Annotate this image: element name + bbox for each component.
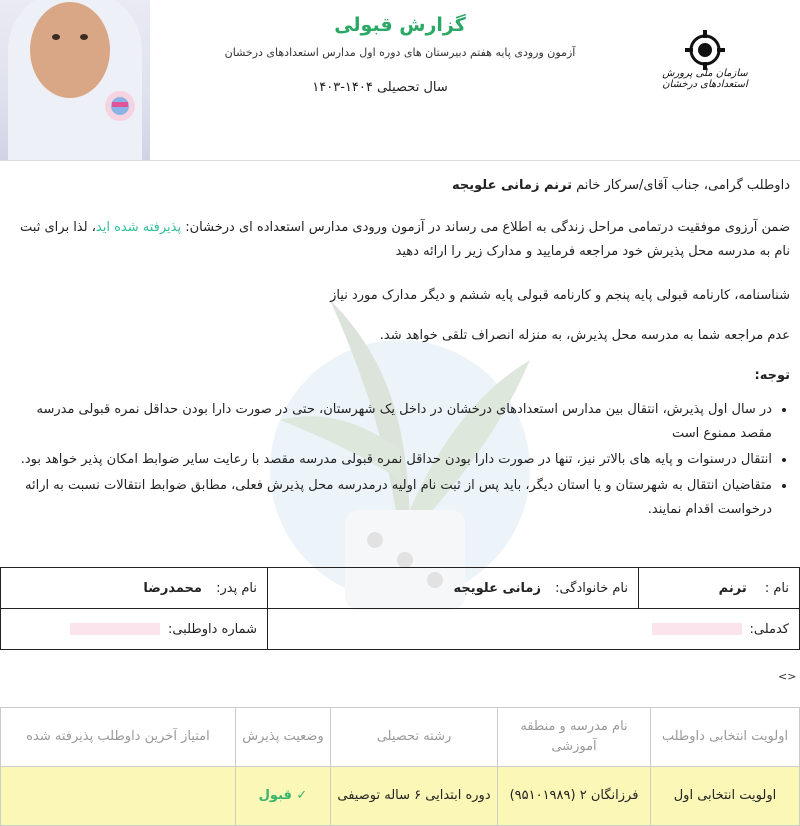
last-name-value: زمانی علویجه xyxy=(453,580,541,596)
note-item: • انتقال درسنوات و پایه های بالاتر نیز، تنها در صورت دارا بودن حداقل نمره قبولی مدرسه مقصد با رعایت سایر ضوابط امکان پذیر خواهد بود. xyxy=(12,448,772,472)
column-header: رشته تحصیلی xyxy=(331,708,498,767)
status-badge: ✓ قبول xyxy=(236,767,331,826)
letter-body xyxy=(0,170,800,550)
field-cell: دوره ابتدایی ۶ ساله توصیفی xyxy=(331,767,498,826)
expand-arrow[interactable]: <> xyxy=(778,670,797,683)
student-photo xyxy=(0,0,150,160)
notes-list xyxy=(12,398,790,524)
column-header: امتیاز آخرین داوطلب پذیرفته شده xyxy=(1,708,236,767)
note-title: توجه: xyxy=(754,368,790,383)
no-show-paragraph: عدم مراجعه شما به مدرسه محل پذیرش، به منزله انصراف تلقی خواهد شد. xyxy=(379,328,790,343)
documents-paragraph: شناسنامه، کارنامه قبولی پایه پنجم و کارنامه قبولی پایه ششم و دیگر مدارک مورد نیاز xyxy=(330,288,790,303)
table-row xyxy=(1,767,800,826)
column-header: اولویت انتخابی داوطلب xyxy=(651,708,800,767)
redacted-candidate-number xyxy=(70,623,160,635)
father-name-cell: نام پدر: محمدرضا xyxy=(1,568,268,609)
report-header xyxy=(0,0,800,161)
acceptance-paragraph: ضمن آرزوی موفقیت درتمامی مراحل زندگی به اطلاع می رساند در آزمون ورودی مدارس استعداده ای درخشان: پذیرفته شده اید، لذا برای ثبت نام به مدرسه محل پذیرش خود مراجعه فرمایید و مدارک زیر را ارائه دهید xyxy=(20,220,790,259)
priority-cell: اولویت انتخابی اول xyxy=(651,767,800,826)
father-name-value: محمدرضا xyxy=(143,580,202,596)
school-cell: فرزانگان ۲ (۹۵۱۰۱۹۸۹) xyxy=(498,767,651,826)
candidate-info-table xyxy=(0,567,800,650)
column-header: وضعیت پذیرش xyxy=(236,708,331,767)
candidate-name: ترنم زمانی علویجه xyxy=(451,178,572,193)
page-subtitle: آزمون ورودی پایه هفتم دبیرستان های دوره اول مدارس استعدادهای درخشان xyxy=(224,46,576,59)
candidate-number-cell: شماره داوطلبی: xyxy=(1,609,268,650)
national-id-cell: کدملی: xyxy=(268,609,800,650)
first-name-value: ترنم xyxy=(718,580,747,596)
column-header: نام مدرسه و منطقه آموزشی xyxy=(498,708,651,767)
greeting-line: داوطلب گرامی، جناب آقای/سرکار خانم ترنم زمانی علویجه xyxy=(451,178,790,193)
organization-name: سازمان ملی پرورش استعدادهای درخشان xyxy=(662,68,748,90)
table-header-row xyxy=(1,708,800,767)
choices-table xyxy=(0,707,800,826)
page-title: گزارش قبولی xyxy=(334,14,466,36)
last-name-cell: نام خانوادگی: زمانی علویجه xyxy=(268,568,639,609)
accepted-text: پذیرفته شده اید xyxy=(95,220,182,235)
redacted-national-id xyxy=(652,623,742,635)
note-item: • متقاضیان انتقال به شهرستان و یا استان دیگر، باید پس از ثبت نام اولیه درمدرسه محل پذیرش فعلی، مطابق ضوابط انتقالات نسبت به ارائه درخواست اقدام نمایند. xyxy=(12,474,772,522)
first-name-cell: نام : ترنم xyxy=(639,568,800,609)
note-item: • در سال اول پذیرش، انتقال بین مدارس استعدادهای درخشان در داخل یک شهرستان، حتی در صورت دارا بودن حداقل نمره قبولی مدرسه مقصد ممنوع است xyxy=(12,398,772,446)
badge-icon xyxy=(100,88,140,124)
score-cell xyxy=(1,767,236,826)
academic-year: سال تحصیلی ۱۴۰۴-۱۴۰۳ xyxy=(312,80,448,95)
